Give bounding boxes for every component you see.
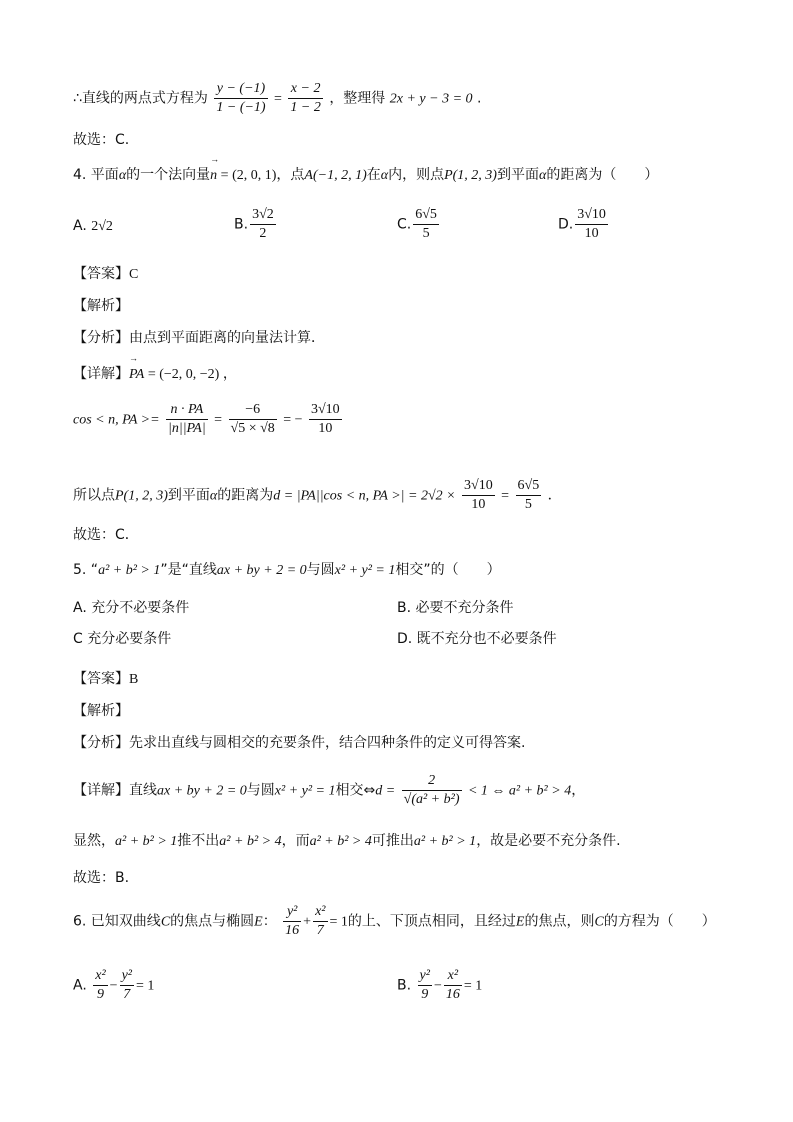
equals: = bbox=[274, 91, 282, 107]
text: ，点 bbox=[276, 167, 305, 183]
text: ，整理得 bbox=[329, 90, 386, 107]
numerator: x² bbox=[313, 903, 327, 922]
formula: d = bbox=[375, 783, 396, 799]
equals: = 1 bbox=[329, 914, 348, 930]
denominator: √(a² + b²) bbox=[403, 792, 460, 807]
numerator: x² bbox=[93, 967, 107, 986]
option-d bbox=[558, 206, 610, 243]
text: ∴直线的两点式方程为 bbox=[73, 90, 208, 107]
question-4 bbox=[73, 165, 658, 186]
option-b: B. 必要不充分条件 bbox=[397, 600, 514, 616]
fraction bbox=[283, 903, 301, 940]
alpha: α bbox=[538, 168, 547, 183]
vector-n: → n bbox=[210, 166, 217, 186]
denominator: 10 bbox=[471, 497, 486, 512]
formula: a² + b² > 4 bbox=[219, 834, 282, 849]
value: 2√2 bbox=[91, 219, 113, 234]
option-a bbox=[73, 967, 154, 1004]
numerator: 3√2 bbox=[250, 206, 276, 225]
label: D. bbox=[558, 216, 574, 233]
denominator: 10 bbox=[584, 226, 599, 241]
formula: a² + b² > 1 bbox=[98, 563, 161, 578]
denominator: 7 bbox=[123, 987, 131, 1002]
operator: − bbox=[433, 978, 442, 994]
text: 在 bbox=[366, 167, 381, 183]
answer-select-line: 故选：C. bbox=[73, 132, 130, 148]
point-p: P(1, 2, 3) bbox=[115, 488, 168, 504]
text: 显然， bbox=[73, 833, 115, 849]
numerator: 6√5 bbox=[516, 477, 542, 496]
text: cos < n, PA >= bbox=[73, 412, 160, 428]
vector-value: = (−2, 0, −2) ， bbox=[144, 367, 237, 382]
text: ，故是必要不充分条件. bbox=[476, 833, 621, 849]
text: . bbox=[477, 90, 482, 107]
formula: a² + b² > 4 bbox=[309, 834, 372, 849]
fraction bbox=[250, 206, 276, 243]
distance-line bbox=[73, 477, 562, 514]
denominator: 1 − (−1) bbox=[216, 100, 266, 115]
question-5 bbox=[73, 560, 501, 581]
denominator: 2 bbox=[259, 226, 267, 241]
text: 可推出 bbox=[371, 833, 414, 849]
tag: 【详解】 bbox=[73, 782, 129, 799]
text: 的焦点，则 bbox=[524, 913, 595, 930]
denominator: 10 bbox=[318, 421, 333, 436]
point-a: A(−1, 2, 1) bbox=[304, 168, 367, 183]
numerator: −6 bbox=[229, 401, 277, 420]
denominator: 16 bbox=[445, 987, 460, 1002]
text: 与圆 bbox=[246, 782, 275, 799]
text: 5. “ bbox=[73, 562, 99, 578]
text: 先求出直线与圆相交的充要条件，结合四种条件的定义可得答案. bbox=[129, 735, 526, 751]
operator: + bbox=[303, 914, 312, 930]
text: 6. 已知双曲线 bbox=[73, 913, 161, 930]
fraction bbox=[214, 80, 267, 117]
analysis-line bbox=[73, 733, 525, 753]
tag: 【详解】 bbox=[73, 366, 129, 382]
text: 的一个法向量 bbox=[126, 167, 211, 183]
answer-value: C bbox=[129, 267, 139, 282]
fraction bbox=[120, 967, 134, 1004]
numerator: x − 2 bbox=[288, 80, 322, 99]
text: ． bbox=[547, 487, 562, 504]
answer-line bbox=[73, 264, 138, 285]
equals: = bbox=[214, 412, 223, 428]
vector-value: = (2, 0, 1) bbox=[217, 168, 277, 183]
text: 的距离为 bbox=[217, 487, 274, 504]
option-b bbox=[397, 967, 482, 1004]
text: ： bbox=[262, 913, 277, 930]
obvious-line bbox=[73, 831, 621, 852]
fraction bbox=[444, 967, 462, 1004]
equals: = − bbox=[283, 412, 303, 428]
question-6 bbox=[73, 903, 716, 940]
vector-pa: → PA bbox=[129, 365, 144, 385]
fraction bbox=[462, 477, 495, 514]
text: 到平面 bbox=[167, 487, 210, 504]
text: 的焦点与椭圆 bbox=[170, 913, 255, 930]
text: 直线 bbox=[129, 782, 157, 799]
numerator: x² bbox=[444, 967, 462, 986]
numerator: y² bbox=[120, 967, 134, 986]
symbol: C bbox=[160, 914, 171, 930]
formula: x² + y² = 1 bbox=[274, 783, 336, 799]
numerator: y − (−1) bbox=[214, 80, 267, 99]
text: 的方程为（ ） bbox=[603, 913, 716, 930]
analysis-tag: 【解析】 bbox=[73, 298, 129, 314]
option-b bbox=[234, 206, 278, 243]
fraction bbox=[313, 903, 327, 940]
fraction bbox=[229, 401, 277, 438]
label: A. bbox=[73, 218, 87, 234]
text: 相交”的（ ） bbox=[395, 562, 501, 578]
text: ”是“直线 bbox=[160, 562, 217, 578]
text: ，而 bbox=[281, 833, 310, 849]
symbol: E bbox=[515, 914, 525, 930]
formula: d = |PA||cos < n, PA >| = 2√2 × bbox=[273, 488, 456, 504]
fraction bbox=[402, 772, 462, 809]
text: 由点到平面距离的向量法计算． bbox=[129, 330, 325, 346]
tag: 【分析】 bbox=[73, 735, 129, 751]
point-p: P(1, 2, 3) bbox=[444, 168, 497, 183]
numerator: 6√5 bbox=[413, 206, 439, 225]
text: 4. 平面 bbox=[73, 167, 119, 183]
equals: = 1 bbox=[463, 978, 483, 994]
fraction bbox=[288, 80, 322, 117]
equals: = bbox=[501, 488, 510, 504]
denominator: 1 − 2 bbox=[290, 100, 321, 115]
denominator: √5 × √8 bbox=[230, 421, 275, 436]
answer-line bbox=[73, 669, 138, 690]
denominator: 16 bbox=[285, 923, 300, 938]
fraction bbox=[93, 967, 107, 1004]
denominator: 5 bbox=[422, 226, 430, 241]
analysis-line bbox=[73, 328, 325, 348]
symbol: C bbox=[594, 914, 604, 930]
label: C. bbox=[397, 216, 412, 233]
option-c: C 充分必要条件 bbox=[73, 631, 172, 647]
text: 相交⇔ bbox=[335, 782, 376, 799]
fraction bbox=[418, 967, 432, 1004]
alpha: α bbox=[118, 168, 127, 183]
text: 推不出 bbox=[177, 833, 220, 849]
text: 与圆 bbox=[306, 562, 335, 578]
denominator: 9 bbox=[96, 987, 104, 1002]
numerator: 3√10 bbox=[309, 401, 342, 420]
alpha: α bbox=[209, 488, 218, 504]
numerator: 3√10 bbox=[575, 206, 608, 225]
numerator: 2 bbox=[402, 772, 462, 791]
formula: 2x + y − 3 = 0 bbox=[389, 91, 473, 107]
cos-formula bbox=[73, 401, 344, 438]
answer-select-line: 故选：B. bbox=[73, 870, 130, 886]
operator: − bbox=[109, 978, 118, 994]
numerator: n · PA bbox=[166, 401, 208, 420]
option-c bbox=[397, 206, 441, 243]
fraction bbox=[516, 477, 542, 514]
symbol: E bbox=[254, 914, 263, 930]
label: A. bbox=[73, 977, 87, 994]
option-a: A. 充分不必要条件 bbox=[73, 600, 190, 616]
answer-tag: 【答案】 bbox=[73, 266, 129, 282]
text: 所以点 bbox=[73, 487, 115, 504]
label: B. bbox=[234, 216, 249, 233]
numerator: y² bbox=[283, 903, 301, 922]
fraction bbox=[166, 401, 208, 438]
text: 内，则点 bbox=[388, 167, 445, 183]
denominator: 5 bbox=[524, 497, 532, 512]
numerator: 3√10 bbox=[462, 477, 495, 496]
text: 的距离为（ ） bbox=[546, 167, 659, 183]
text: ， bbox=[571, 782, 586, 799]
denominator: 9 bbox=[421, 987, 429, 1002]
detail-line bbox=[73, 772, 585, 809]
fraction bbox=[413, 206, 439, 243]
equals: = 1 bbox=[135, 978, 155, 994]
alpha: α bbox=[380, 168, 389, 183]
text: 的上、下顶点相同，且经过 bbox=[347, 913, 516, 930]
text: 到平面 bbox=[496, 167, 539, 183]
fraction bbox=[309, 401, 342, 438]
numerator: y² bbox=[418, 967, 432, 986]
label: B. bbox=[397, 977, 412, 994]
analysis-tag: 【解析】 bbox=[73, 703, 129, 719]
answer-tag: 【答案】 bbox=[73, 671, 129, 687]
option-a bbox=[73, 218, 113, 235]
denominator: |n||PA| bbox=[168, 421, 206, 436]
option-d: D. 既不充分也不必要条件 bbox=[397, 631, 557, 647]
formula: a² + b² > 1 bbox=[413, 834, 477, 849]
tag: 【分析】 bbox=[73, 330, 129, 346]
detail-line bbox=[73, 364, 237, 385]
fraction bbox=[575, 206, 608, 243]
two-point-equation-line bbox=[73, 80, 481, 117]
formula: ax + by + 2 = 0 bbox=[157, 783, 247, 799]
formula: < 1 ⇔ a² + b² > 4 bbox=[467, 783, 572, 799]
answer-select-line: 故选：C． bbox=[73, 527, 139, 543]
denominator: 7 bbox=[316, 923, 324, 938]
formula: x² + y² = 1 bbox=[334, 563, 396, 578]
formula: ax + by + 2 = 0 bbox=[216, 563, 307, 578]
formula: a² + b² > 1 bbox=[115, 834, 178, 849]
answer-value: B bbox=[129, 672, 139, 687]
